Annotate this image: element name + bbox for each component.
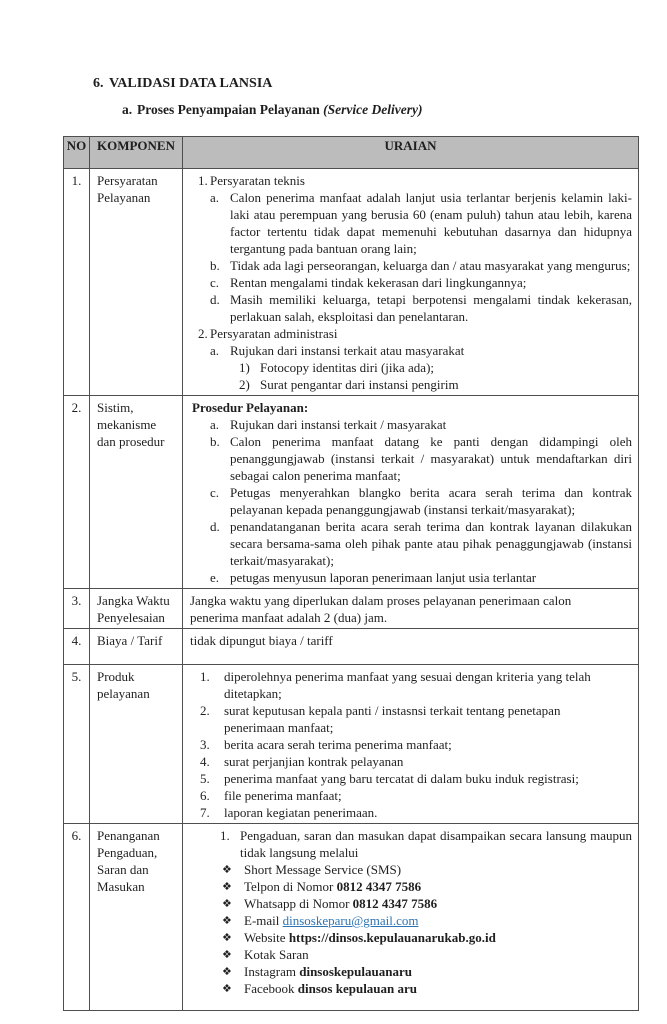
bullet-item bbox=[183, 929, 632, 946]
text-run: Rentan mengalami tindak kekerasan dari lingkungannya; bbox=[230, 275, 527, 290]
text-run: surat perjanjian kontrak pelayanan bbox=[224, 754, 404, 769]
list-marker: 6. bbox=[200, 788, 210, 803]
text-run: Tidak ada lagi perseorangan, keluarga dan / atau masyarakat yang mengurus; bbox=[230, 258, 631, 273]
list-item bbox=[183, 569, 632, 586]
text-run: berita acara serah terima penerima manfaat; bbox=[224, 737, 452, 752]
diamond-bullet-icon: ❖ bbox=[222, 931, 232, 944]
list-item bbox=[183, 787, 603, 804]
email-link[interactable]: dinsoskeparu@gmail.com bbox=[282, 913, 419, 928]
col-header-komponen: KOMPONEN bbox=[90, 137, 183, 169]
subsection-heading bbox=[122, 102, 422, 118]
text-run: Kotak Saran bbox=[244, 947, 309, 962]
list-marker: 4. bbox=[200, 754, 210, 769]
text-run: Rujukan dari instansi terkait atau masyarakat bbox=[230, 343, 465, 358]
list-marker: 3. bbox=[200, 737, 210, 752]
text-run: Short Message Service (SMS) bbox=[244, 862, 402, 877]
list-item bbox=[183, 291, 632, 325]
list-item bbox=[183, 274, 632, 291]
list-item bbox=[183, 433, 632, 484]
list-marker: b. bbox=[210, 258, 220, 273]
table-row bbox=[64, 665, 639, 824]
paragraph bbox=[183, 399, 632, 416]
diamond-bullet-icon: ❖ bbox=[222, 863, 232, 876]
komponen-cell: Jangka Waktu Penyelesaian bbox=[90, 589, 183, 629]
list-item bbox=[183, 342, 632, 359]
text-run: diperolehnya penerima manfaat yang sesuai dengan kriteria yang telah ditetapkan; bbox=[224, 669, 591, 701]
bullet-item bbox=[183, 946, 632, 963]
bold-text: 0812 4347 7586 bbox=[336, 879, 422, 894]
list-marker: 5. bbox=[200, 771, 210, 786]
text-run: surat keputusan kepala panti / instasnsi terkait tentang penetapan penerimaan manfaat; bbox=[224, 703, 561, 735]
table-body bbox=[64, 169, 639, 1011]
text-run: penerima manfaat yang baru tercatat di dalam buku induk registrasi; bbox=[224, 771, 579, 786]
paragraph bbox=[183, 592, 581, 626]
list-item bbox=[183, 770, 603, 787]
row-number-cell: 1. bbox=[64, 169, 90, 396]
list-marker: 2. bbox=[200, 703, 210, 718]
subsection-letter: a. bbox=[122, 102, 133, 117]
list-marker: 2. bbox=[198, 326, 208, 341]
list-marker: d. bbox=[210, 519, 220, 534]
komponen-cell: Penanganan Pengaduan, Saran dan Masukan bbox=[90, 824, 183, 1011]
list-marker: b. bbox=[210, 434, 220, 449]
komponen-cell: Produk pelayanan bbox=[90, 665, 183, 824]
service-standard-table bbox=[63, 136, 639, 1011]
text-run: Rujukan dari instansi terkait / masyarakat bbox=[230, 417, 447, 432]
table-row bbox=[64, 589, 639, 629]
table-row bbox=[64, 824, 639, 1011]
text-run: tidak dipungut biaya / tariff bbox=[190, 633, 333, 648]
text-run: petugas menyusun laporan penerimaan lanjut usia terlantar bbox=[230, 570, 537, 585]
list-item bbox=[183, 484, 632, 518]
list-item bbox=[183, 702, 603, 736]
col-header-uraian: URAIAN bbox=[183, 137, 639, 169]
list-marker: a. bbox=[210, 417, 220, 432]
list-marker: e. bbox=[210, 570, 220, 585]
list-item bbox=[183, 376, 632, 393]
list-marker: c. bbox=[210, 275, 220, 290]
bullet-item bbox=[183, 861, 632, 878]
row-number-cell: 2. bbox=[64, 396, 90, 589]
subsection-title-italic: (Service Delivery) bbox=[323, 102, 423, 117]
section-title: VALIDASI DATA LANSIA bbox=[109, 76, 273, 91]
list-item bbox=[183, 518, 632, 569]
komponen-cell: Persyaratan Pelayanan bbox=[90, 169, 183, 396]
text-run: Persyaratan teknis bbox=[210, 173, 305, 188]
row-number-cell: 4. bbox=[64, 629, 90, 665]
text-run: Website bbox=[244, 930, 289, 945]
bold-text: dinsos kepulauan aru bbox=[297, 981, 418, 996]
list-item bbox=[183, 359, 632, 376]
uraian-cell bbox=[183, 396, 639, 589]
text-run: Calon penerima manfaat adalah lanjut usia terlantar berjenis kelamin laki-laki atau perempuan yang berusia 60 (enam puluh) tahun atau lebih, karena factor tertentu tidak dapat memenuhi kebutuhan dasarnya dan hidupnya tergantung pada bantuan orang lain; bbox=[230, 190, 632, 256]
text-run: Whatsapp di Nomor bbox=[244, 896, 353, 911]
list-marker: 1. bbox=[200, 669, 210, 684]
text-run: Petugas menyerahkan blangko berita acara serah terima dan kontrak pelayanan kepada penanggungjawab (instansi terkait/masyarakat); bbox=[230, 485, 632, 517]
text-run: Jangka waktu yang diperlukan dalam proses pelayanan penerimaan calon penerima manfaat adalah 2 (dua) jam. bbox=[190, 593, 572, 625]
list-item bbox=[183, 736, 603, 753]
text-run: penandatanganan berita acara serah terima dan kontrak layanan dilakukan secara bersama-sama oleh pihak pante atau pihak penaggungjawab (instansi terkait/masyarakat); bbox=[230, 519, 632, 568]
list-marker: c. bbox=[210, 485, 220, 500]
text-run: Fotocopy identitas diri (jika ada); bbox=[260, 360, 435, 375]
section-heading bbox=[93, 76, 272, 92]
text-run: Instagram bbox=[244, 964, 300, 979]
komponen-cell: Biaya / Tarif bbox=[90, 629, 183, 665]
list-item bbox=[183, 257, 632, 274]
text-run: E-mail bbox=[244, 913, 283, 928]
table-row bbox=[64, 629, 639, 665]
row-number-cell: 6. bbox=[64, 824, 90, 1011]
bullet-item bbox=[183, 895, 632, 912]
list-item bbox=[183, 804, 603, 821]
list-item bbox=[183, 668, 603, 702]
bullet-item bbox=[183, 912, 632, 929]
subsection-title: Proses Penyampaian Pelayanan bbox=[137, 102, 324, 117]
komponen-cell: Sistim, mekanisme dan prosedur bbox=[90, 396, 183, 589]
uraian-cell bbox=[183, 589, 639, 629]
list-item bbox=[183, 827, 632, 861]
diamond-bullet-icon: ❖ bbox=[222, 982, 232, 995]
diamond-bullet-icon: ❖ bbox=[222, 965, 232, 978]
row-number-cell: 5. bbox=[64, 665, 90, 824]
text-run: Surat pengantar dari instansi pengirim bbox=[260, 377, 459, 392]
text-run: Calon penerima manfaat datang ke panti dengan didampingi oleh penanggungjawab (instansi terkait / masyarakat) untuk mendaftarkan diri sebagai calon penerima manfaat; bbox=[230, 434, 632, 483]
paragraph bbox=[183, 632, 632, 649]
text-run: laporan kegiatan penerimaan. bbox=[224, 805, 378, 820]
table-row bbox=[64, 169, 639, 396]
diamond-bullet-icon: ❖ bbox=[222, 914, 232, 927]
section-number: 6. bbox=[93, 76, 104, 91]
list-item bbox=[183, 172, 632, 189]
table-header-row bbox=[64, 137, 639, 169]
list-item bbox=[183, 416, 632, 433]
bold-text: Prosedur Pelayanan: bbox=[192, 400, 309, 415]
list-marker: 1) bbox=[239, 360, 250, 375]
uraian-cell bbox=[183, 665, 639, 824]
uraian-cell bbox=[183, 629, 639, 665]
list-item bbox=[183, 325, 632, 342]
row-number-cell: 3. bbox=[64, 589, 90, 629]
list-marker: 1. bbox=[220, 828, 230, 843]
bold-text: 0812 4347 7586 bbox=[352, 896, 438, 911]
list-item bbox=[183, 189, 632, 257]
bold-text: https://dinsos.kepulauanarukab.go.id bbox=[288, 930, 496, 945]
uraian-cell bbox=[183, 824, 639, 1011]
list-marker: 1. bbox=[198, 173, 208, 188]
bold-text: dinsoskepulauanaru bbox=[299, 964, 412, 979]
diamond-bullet-icon: ❖ bbox=[222, 897, 232, 910]
list-marker: 7. bbox=[200, 805, 210, 820]
list-marker: a. bbox=[210, 190, 220, 205]
list-item bbox=[183, 753, 603, 770]
text-run: Telpon di Nomor bbox=[244, 879, 337, 894]
text-run: Persyaratan administrasi bbox=[210, 326, 338, 341]
bullet-item bbox=[183, 980, 632, 997]
list-marker: d. bbox=[210, 292, 220, 307]
diamond-bullet-icon: ❖ bbox=[222, 948, 232, 961]
bullet-item bbox=[183, 963, 632, 980]
text-run: Masih memiliki keluarga, tetapi berpotensi mengalami tindak kekerasan, perlakuan salah, eksploitasi dan penelantaran. bbox=[230, 292, 632, 324]
text-run: Facebook bbox=[244, 981, 298, 996]
list-marker: 2) bbox=[239, 377, 250, 392]
text-run: file penerima manfaat; bbox=[224, 788, 342, 803]
bullet-item bbox=[183, 878, 632, 895]
diamond-bullet-icon: ❖ bbox=[222, 880, 232, 893]
uraian-cell bbox=[183, 169, 639, 396]
list-marker: a. bbox=[210, 343, 220, 358]
table-head bbox=[64, 137, 639, 169]
table-row bbox=[64, 396, 639, 589]
col-header-no: NO bbox=[64, 137, 90, 169]
text-run: Pengaduan, saran dan masukan dapat disampaikan secara lansung maupun tidak langsung melalui bbox=[240, 828, 632, 860]
